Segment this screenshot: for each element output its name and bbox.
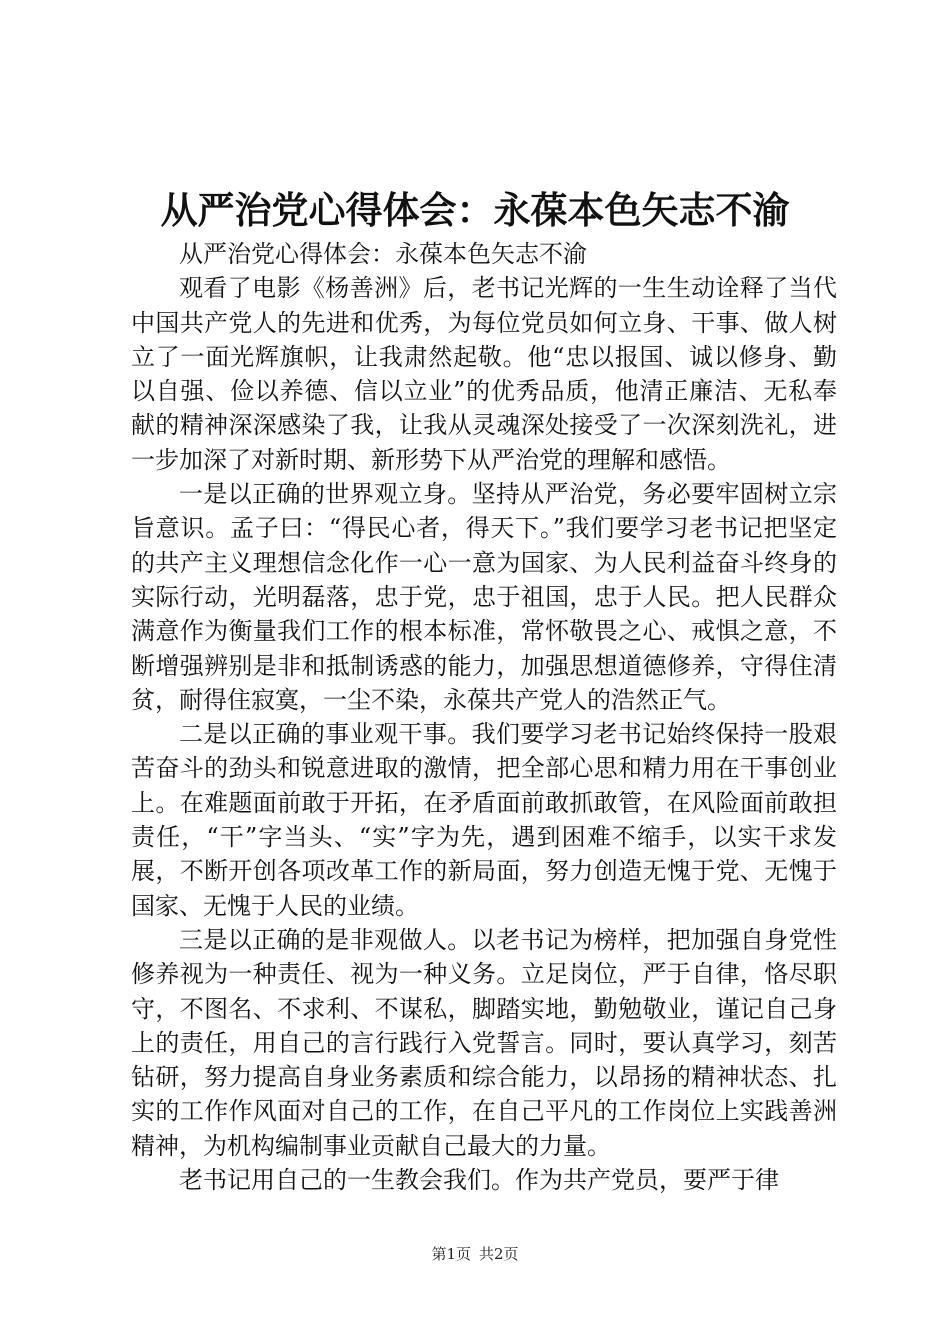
document-title: 从严治党心得体会：永葆本色矢志不渝 [160,188,790,232]
subtitle-paragraph: 从严治党心得体会：永葆本色矢志不渝 [179,240,587,268]
point-three-paragraph: 三是以正确的是非观做人。以老书记为榜样，把加强自身党性修养视为一种责任、视为一种义务。立足岗位，严于自律，恪尽职守，不图名、不求利、不谋私，脚踏实地，勤勉敬业，谨记自己身上的责任，用自己的言行践行入党誓言。同时，要认真学习，刻苦钻研，努力提高自身业务素质和综合能力，以昂扬的精神状态、扎实的工作作风面对自己的工作，在自己平凡的工作岗位上实践善洲精神，为机构编制事业贡献自己最大的力量。 [131,925,837,1160]
page-total: 共2页 [479,1245,519,1263]
point-two-paragraph: 二是以正确的事业观干事。我们要学习老书记始终保持一股艰苦奋斗的劲头和锐意进取的激情，把全部心思和精力用在干事创业上。在难题面前敢于开拓，在矛盾面前敢抓敢管，在风险面前敢担责任，“干”字当头、“实”字为先，遇到困难不缩手，以实干求发展，不断开创各项改革工作的新局面，努力创造无愧于党、无愧于国家、无愧于人民的业绩。 [131,720,837,920]
closing-paragraph: 老书记用自己的一生教会我们。作为共产党员，要严于律 [179,1166,779,1195]
page-footer [0,1244,950,1264]
document-body [131,237,837,1197]
page-number: 第1页 [431,1245,471,1263]
intro-paragraph: 观看了电影《杨善洲》后，老书记光辉的一生生动诠释了当代中国共产党人的先进和优秀，为每位党员如何立身、干事、做人树立了一面光辉旗帜，让我肃然起敬。他“忠以报国、诚以修身、勤以自强、俭以养德、信以立业”的优秀品质，他清正廉洁、无私奉献的精神深深感染了我，让我从灵魂深处接受了一次深刻洗礼，进一步加深了对新时期、新形势下从严治党的理解和感悟。 [131,274,837,474]
point-one-paragraph: 一是以正确的世界观立身。坚持从严治党，务必要牢固树立宗旨意识。孟子曰：“得民心者，得天下。”我们要学习老书记把坚定的共产主义理想信念化作一心一意为国家、为人民利益奋斗终身的实际行动，光明磊落，忠于党，忠于祖国，忠于人民。把人民群众满意作为衡量我们工作的根本标准，常怀敬畏之心、戒惧之意，不断增强辨别是非和抵制诱惑的能力，加强思想道德修养，守得住清贫，耐得住寂寞，一尘不染，永葆共产党人的浩然正气。 [131,480,837,714]
